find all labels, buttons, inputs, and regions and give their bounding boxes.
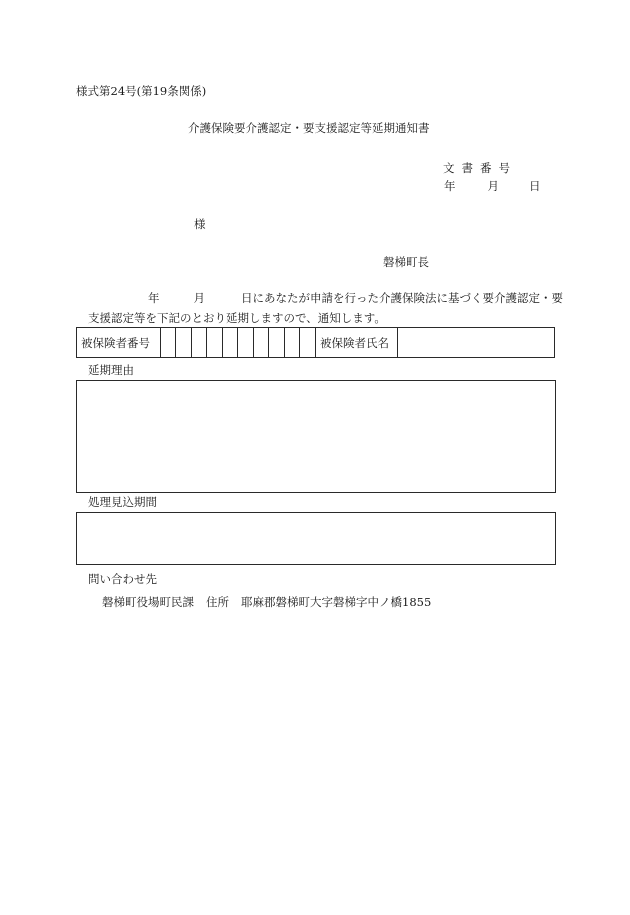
addressee-suffix: 様	[194, 217, 206, 231]
insured-name-field[interactable]	[398, 328, 555, 358]
contact-address: 耶麻郡磐梯町大字磐梯字中ノ橋1855	[241, 595, 432, 609]
form-number: 様式第24号(第19条関係)	[76, 84, 207, 98]
expected-processing-period-box[interactable]	[76, 512, 556, 565]
insured-number-digit-cell[interactable]	[192, 328, 207, 358]
insured-number-label: 被保険者番号	[77, 328, 161, 358]
body-text-line-1	[148, 293, 563, 305]
insured-number-digit-cell[interactable]	[238, 328, 254, 358]
issue-date	[444, 181, 541, 193]
contact-office: 磐梯町役場町民課	[102, 595, 194, 609]
document-title: 介護保険要介護認定・要支援認定等延期通知書	[188, 121, 430, 135]
issuer-name: 磐梯町長	[383, 255, 429, 269]
contact-label: 問い合わせ先	[88, 572, 157, 586]
contact-address-label: 住所	[206, 595, 229, 609]
insured-number-digit-cell[interactable]	[161, 328, 176, 358]
document-number-label: 文書番号	[443, 161, 517, 175]
postponement-reason-box[interactable]	[76, 380, 556, 493]
insured-number-digit-cell[interactable]	[300, 328, 316, 358]
postponement-reason-label: 延期理由	[88, 363, 134, 377]
contact-info	[102, 597, 431, 609]
insured-number-digit-cell[interactable]	[223, 328, 238, 358]
body-text-line-2: 支援認定等を下記のとおり延期しますので、通知します。	[88, 311, 386, 325]
insured-number-digit-cell[interactable]	[176, 328, 192, 358]
body-text-rest: 日にあなたが申請を行った介護保険法に基づく要介護認定・要	[241, 291, 563, 305]
body-year-label: 年	[148, 291, 160, 305]
insured-number-digit-cell[interactable]	[285, 328, 300, 358]
date-year-label: 年	[444, 179, 456, 193]
body-month-label: 月	[193, 291, 205, 305]
insured-number-digit-cell[interactable]	[207, 328, 223, 358]
date-month-label: 月	[487, 179, 499, 193]
date-day-label: 日	[529, 179, 541, 193]
insured-number-digit-cell[interactable]	[269, 328, 285, 358]
insured-name-label: 被保険者氏名	[316, 328, 398, 358]
insured-info-table	[76, 327, 555, 358]
insured-number-digit-cell[interactable]	[254, 328, 269, 358]
expected-processing-period-label: 処理見込期間	[88, 495, 157, 509]
